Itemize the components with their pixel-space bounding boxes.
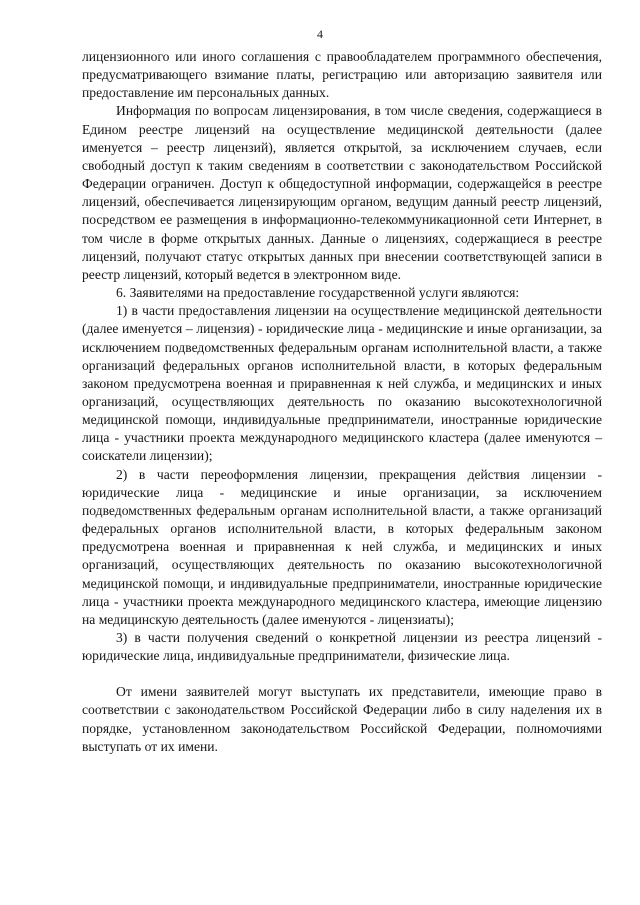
document-body: [82, 48, 602, 756]
paragraph-continuation: лицензионного или иного соглашения с правообладателем программного обеспечения, предусматривающего взимание платы, регистрацию или авторизацию заявителя или предоставление им персональных данных.: [82, 49, 602, 101]
paragraph-representatives: От имени заявителей могут выступать их представители, имеющие право в соответствии с законодательством Российской Федерации либо в силу наделения их в порядке, установленном законодательством Российской Федерации, полномочиями выступать от их имени.: [82, 684, 602, 754]
paragraph-item-3: 3) в части получения сведений о конкретной лицензии из реестра лицензий - юридические лица, индивидуальные предприниматели, физические лица.: [82, 630, 602, 664]
paragraph-licensing-information: Информация по вопросам лицензирования, в том числе сведения, содержащиеся в Едином реестре лицензий на осуществление медицинской деятельности (далее именуется – реестр лицензий), является открытой, за исключением случаев, если свободный доступ к таким сведениям в соответствии с законодательством Российской Федерации ограничен. Доступ к общедоступной информации, содержащейся в реестре лицензий, обеспечивается лицензирующим органом, ведущим данный реестр лицензий, посредством ее размещения в информационно-телекоммуникационной сети Интернет, в том числе в форме открытых данных. Данные о лицензиях, содержащиеся в реестре лицензий, получают статус открытых данных при внесении соответствующей записи в реестр лицензий, который ведется в электронном виде.: [82, 103, 602, 282]
paragraph-item-2: 2) в части переоформления лицензии, прекращения действия лицензии - юридические лица - медицинские и иные организации, за исключением подведомственных федеральным органам исполнительной власти, а также организаций федеральных органов исполнительной власти, в которых федеральным законом предусмотрена военная и приравненная к ней служба, и медицинских и иных организаций, осуществляющих деятельность по оказанию высокотехнологичной медицинской помощи, и индивидуальные предприниматели, иностранные юридические лица - участники проекта международного медицинского кластера, имеющие лицензию на медицинскую деятельность (далее именуются - лицензиаты);: [82, 466, 602, 627]
page-number: 4: [317, 27, 323, 41]
paragraph-item-1: 1) в части предоставления лицензии на осуществление медицинской деятельности (далее именуется – лицензия) - юридические лица - медицинские и иные организации, за исключением подведомственных федеральным органам исполнительной власти, а также организаций федеральных органов исполнительной власти, в которых федеральным законом предусмотрена военная и приравненная к ней служба, и медицинских и иных организаций, осуществляющих деятельность по оказанию высокотехнологичной медицинской помощи, индивидуальные предприниматели, иностранные юридические лица - участники проекта международного медицинского кластера (далее именуются – соискатели лицензии);: [82, 303, 602, 464]
paragraph-applicants-heading: 6. Заявителями на предоставление государственной услуги являются:: [116, 285, 520, 301]
